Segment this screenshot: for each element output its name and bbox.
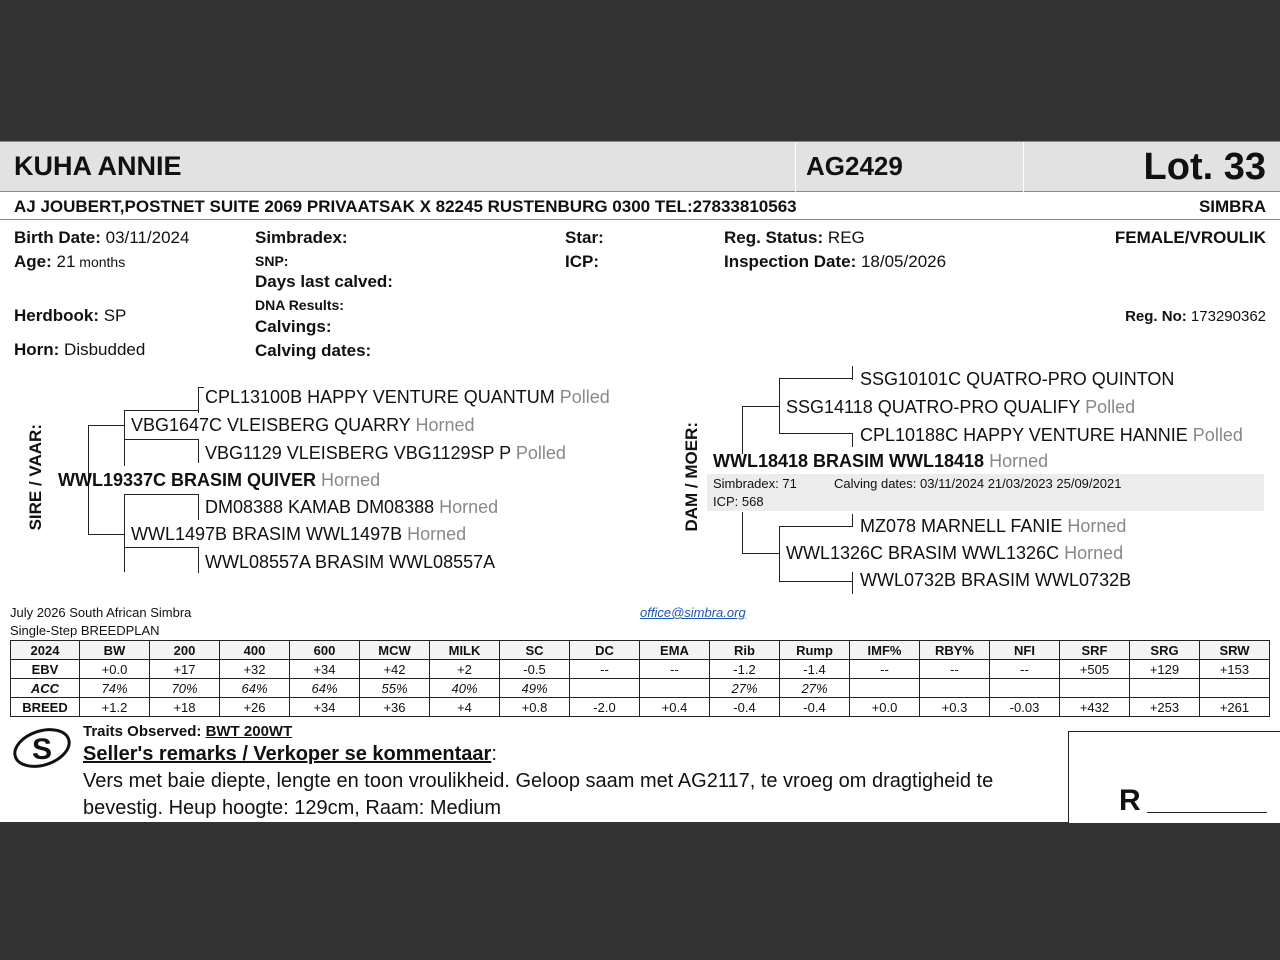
ebv-header-cell: MILK <box>430 641 500 660</box>
email-link[interactable]: office@simbra.org <box>640 605 746 620</box>
dam-sire-sire: SSG10101C QUATRO-PRO QUINTON <box>860 369 1175 389</box>
ebv-cell: -2.0 <box>570 698 640 717</box>
ebv-cell: +505 <box>1060 660 1130 679</box>
dna-results-label: DNA Results: <box>255 297 344 313</box>
inspection-date: Inspection Date: 18/05/2026 <box>724 252 947 271</box>
ebv-header-cell: SC <box>500 641 570 660</box>
herdbook: Herdbook: SP <box>14 306 127 325</box>
simbra-logo-icon <box>12 726 74 772</box>
ebv-header-cell: SRW <box>1200 641 1270 660</box>
ebv-header-cell: 200 <box>150 641 220 660</box>
dam-dam-sire: MZ078 MARNELL FANIE Horned <box>860 516 1127 536</box>
ebv-cell: +42 <box>360 660 430 679</box>
ebv-cell: -0.03 <box>990 698 1060 717</box>
sire: WWL19337C BRASIM QUIVER Horned <box>58 470 381 490</box>
remarks-title: Seller's remarks / Verkoper se kommentaar: <box>83 743 497 765</box>
ebv-row-label: BREED <box>11 698 80 717</box>
header-bar <box>0 142 1280 192</box>
ebv-cell: +4 <box>430 698 500 717</box>
ebv-header-cell: DC <box>570 641 640 660</box>
star-label: Star: <box>565 228 604 247</box>
dam-sire: SSG14118 QUATRO-PRO QUALIFY Polled <box>786 397 1136 417</box>
ebv-cell: 55% <box>360 679 430 698</box>
ebv-cell <box>1200 679 1270 698</box>
ebv-cell <box>1060 679 1130 698</box>
ebv-cell: +2 <box>430 660 500 679</box>
price-label: R <box>1119 784 1141 817</box>
animal-name: KUHA ANNIE <box>14 151 182 181</box>
ebv-cell: +32 <box>220 660 290 679</box>
ebv-cell: +432 <box>1060 698 1130 717</box>
sire-sire-dam: VBG1129 VLEISBERG VBG1129SP P Polled <box>205 443 566 463</box>
ebv-cell: -- <box>640 660 710 679</box>
horn: Horn: Disbudded <box>14 340 146 359</box>
sex-label: FEMALE/VROULIK <box>1114 228 1266 247</box>
breedplan-subtitle: Single-Step BREEDPLAN <box>10 623 160 638</box>
ebv-cell <box>1130 679 1200 698</box>
calvings-label: Calvings: <box>255 317 332 336</box>
ebv-cell <box>920 679 990 698</box>
ebv-cell: -- <box>570 660 640 679</box>
dam-dam: WWL1326C BRASIM WWL1326C Horned <box>786 543 1124 563</box>
ebv-row <box>11 679 1270 698</box>
owner-address: AJ JOUBERT,POSTNET SUITE 2069 PRIVAATSAK X 82245 RUSTENBURG 0300 TEL:27833810563 <box>14 197 797 216</box>
ebv-cell: +18 <box>150 698 220 717</box>
owner-bar <box>0 193 1280 220</box>
days-last-calved-label: Days last calved: <box>255 272 393 291</box>
ebv-cell: -- <box>920 660 990 679</box>
ebv-cell: +129 <box>1130 660 1200 679</box>
ebv-cell: 49% <box>500 679 570 698</box>
ebv-cell: 64% <box>220 679 290 698</box>
sire-dam-sire: DM08388 KAMAB DM08388 Horned <box>205 497 499 517</box>
remarks-line-2: bevestig. Heup hoogte: 129cm, Raam: Medium <box>83 797 501 819</box>
ebv-header-cell: RBY% <box>920 641 990 660</box>
dam-icp: ICP: 568 <box>713 494 764 509</box>
ebv-header-cell: MCW <box>360 641 430 660</box>
dam-dam-dam: WWL0732B BRASIM WWL0732B <box>860 570 1132 590</box>
dam-calving-dates: Calving dates: 03/11/2024 21/03/2023 25/09/2021 <box>834 476 1122 491</box>
ebv-cell: -0.4 <box>710 698 780 717</box>
ebv-cell: +0.0 <box>80 660 150 679</box>
snp-label: SNP: <box>255 253 289 269</box>
ebv-cell: +34 <box>290 698 360 717</box>
sire-dam-dam: WWL08557A BRASIM WWL08557A <box>205 552 496 572</box>
ebv-cell: +0.0 <box>850 698 920 717</box>
ebv-header-cell: SRG <box>1130 641 1200 660</box>
birth-date: Birth Date: 03/11/2024 <box>14 228 190 247</box>
ebv-header-cell: 2024 <box>11 641 80 660</box>
ebv-row <box>11 698 1270 717</box>
ebv-row-label: ACC <box>11 679 80 698</box>
ebv-cell <box>640 679 710 698</box>
ebv-cell: +34 <box>290 660 360 679</box>
ebv-cell: +0.4 <box>640 698 710 717</box>
price-entry-line[interactable] <box>1147 812 1267 813</box>
sire-dam: WWL1497B BRASIM WWL1497B Horned <box>131 524 467 544</box>
ebv-cell <box>850 679 920 698</box>
dam-simbradex: Simbradex: 71 <box>713 476 797 491</box>
animal-id: AG2429 <box>806 151 903 181</box>
ebv-header-cell: BW <box>80 641 150 660</box>
ebv-table <box>10 640 1270 717</box>
dam-side-label: DAM / MOER: <box>682 422 701 532</box>
ebv-cell: -1.2 <box>710 660 780 679</box>
ebv-header-row <box>11 641 1270 660</box>
ebv-row <box>11 660 1270 679</box>
ebv-header-cell: Rib <box>710 641 780 660</box>
ebv-cell: -1.4 <box>780 660 850 679</box>
ebv-cell: 74% <box>80 679 150 698</box>
ebv-cell: +0.8 <box>500 698 570 717</box>
ebv-cell: +26 <box>220 698 290 717</box>
dam-info-box <box>707 474 1264 511</box>
ebv-header-cell: EMA <box>640 641 710 660</box>
ebv-cell: -- <box>990 660 1060 679</box>
ebv-header-cell: Rump <box>780 641 850 660</box>
sire-sire: VBG1647C VLEISBERG QUARRY Horned <box>131 415 475 435</box>
sire-side-label: SIRE / VAAR: <box>26 424 45 531</box>
svg-text:S: S <box>32 733 53 766</box>
breed-label: SIMBRA <box>1198 197 1266 216</box>
ebv-cell: +253 <box>1130 698 1200 717</box>
ebv-cell <box>570 679 640 698</box>
ebv-cell: +17 <box>150 660 220 679</box>
ebv-header-cell: 400 <box>220 641 290 660</box>
ebv-cell: 27% <box>710 679 780 698</box>
ebv-row-label: EBV <box>11 660 80 679</box>
traits-observed: Traits Observed: BWT 200WT <box>83 723 293 740</box>
ebv-header-cell: SRF <box>1060 641 1130 660</box>
ebv-cell: 40% <box>430 679 500 698</box>
dam: WWL18418 BRASIM WWL18418 Horned <box>713 451 1049 471</box>
ebv-header-cell: 600 <box>290 641 360 660</box>
lot-number: Lot. 33 <box>1143 146 1266 188</box>
ebv-cell: +261 <box>1200 698 1270 717</box>
simbradex-label: Simbradex: <box>255 228 348 247</box>
ebv-cell <box>990 679 1060 698</box>
ebv-header-cell: NFI <box>990 641 1060 660</box>
reg-status: Reg. Status: REG <box>724 228 865 247</box>
breedplan-title: July 2026 South African Simbra <box>10 605 192 620</box>
ebv-cell: +1.2 <box>80 698 150 717</box>
ebv-cell: -0.5 <box>500 660 570 679</box>
ebv-cell: +36 <box>360 698 430 717</box>
dam-sire-dam: CPL10188C HAPPY VENTURE HANNIE Polled <box>860 425 1243 445</box>
age: Age: 21 months <box>14 252 126 271</box>
ebv-cell: 64% <box>290 679 360 698</box>
remarks-line-1: Vers met baie diepte, lengte en toon vroulikheid. Geloop saam met AG2117, te vroeg om dragtigheid te <box>83 770 994 792</box>
calving-dates-label: Calving dates: <box>255 341 372 360</box>
ebv-cell: -- <box>850 660 920 679</box>
lot-card <box>0 141 1280 822</box>
sire-sire-sire: CPL13100B HAPPY VENTURE QUANTUM Polled <box>205 387 610 407</box>
ebv-cell: +153 <box>1200 660 1270 679</box>
ebv-header-cell: IMF% <box>850 641 920 660</box>
ebv-cell: -0.4 <box>780 698 850 717</box>
reg-number: Reg. No: 173290362 <box>1125 308 1266 325</box>
price-box <box>1068 731 1280 823</box>
ebv-cell: 27% <box>780 679 850 698</box>
ebv-cell: 70% <box>150 679 220 698</box>
icp-label: ICP: <box>565 252 599 271</box>
ebv-cell: +0.3 <box>920 698 990 717</box>
